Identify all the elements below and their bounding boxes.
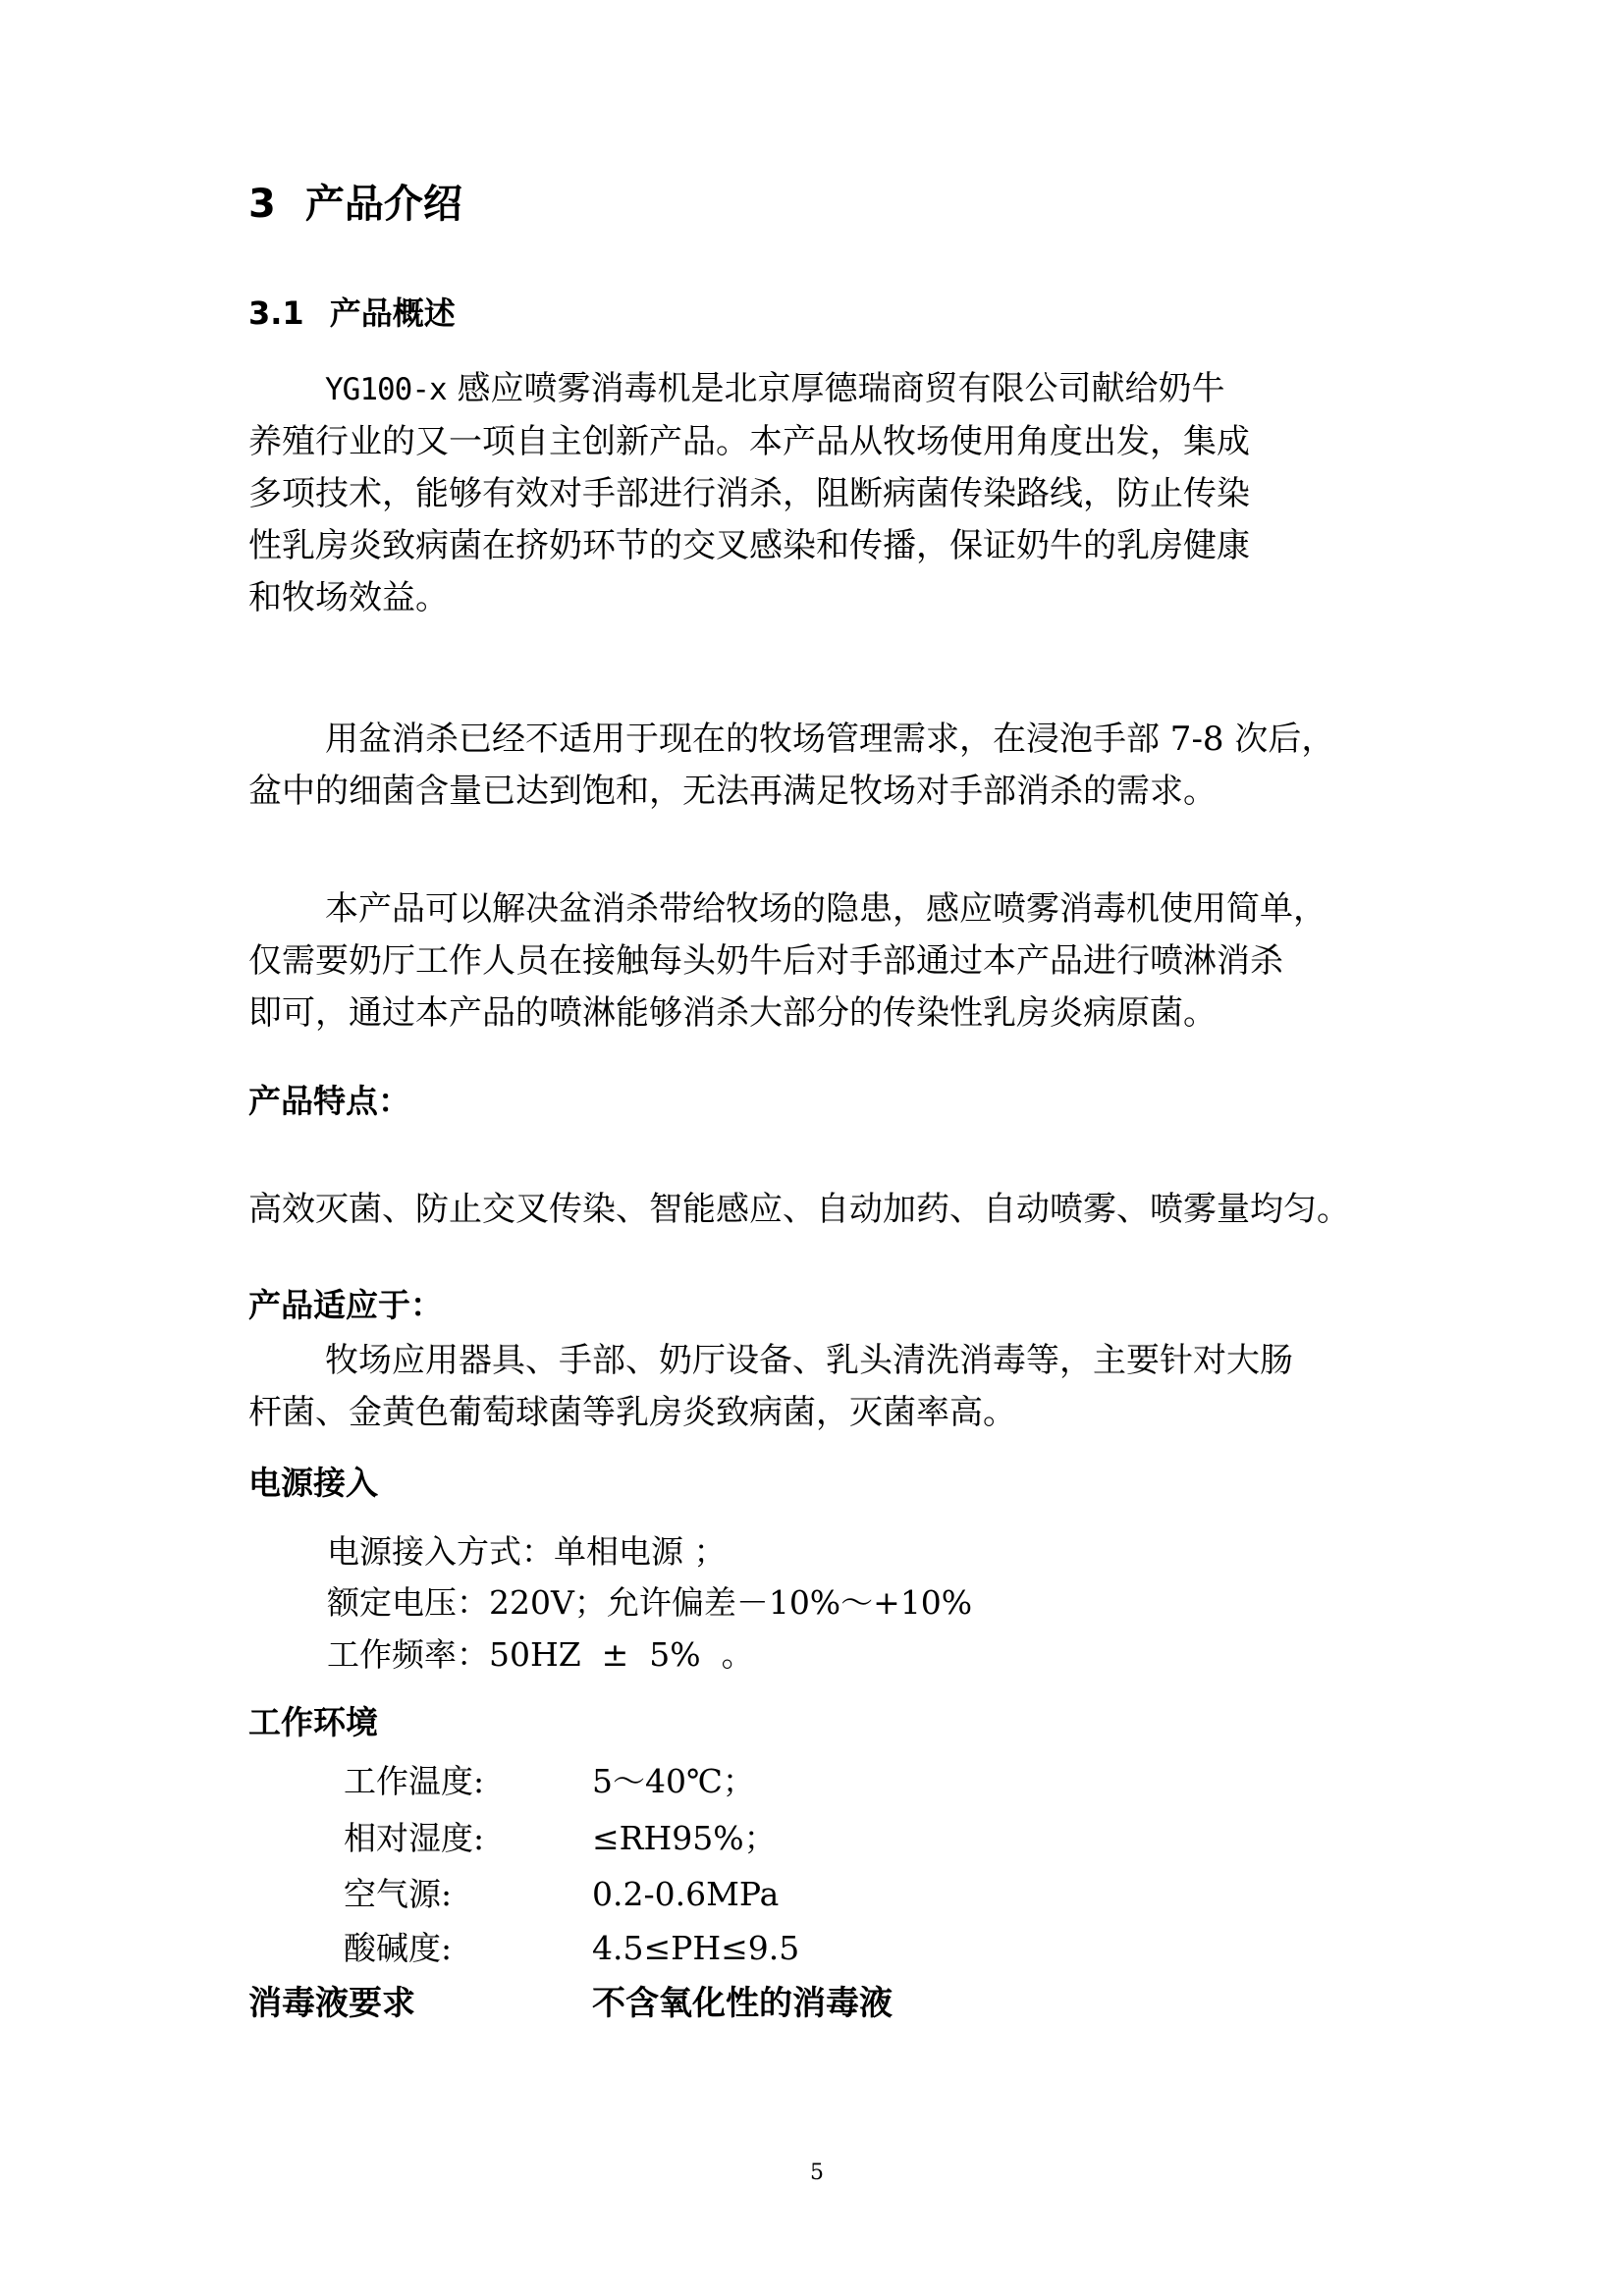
solution-line-2: 仅需要奶厅工作人员在接触每头奶牛后对手部通过本产品进行喷淋消杀 (248, 941, 1283, 981)
power-mode: 电源接入方式：单相电源 ； (327, 1532, 727, 1571)
subsection-title: 产品概述 (329, 294, 456, 332)
intro-line-3: 多项技术，能够有效对手部进行消杀，阻断病菌传染路线，防止传染 (248, 474, 1250, 513)
subsection-number: 3.1 (248, 294, 304, 332)
basin-line-2: 盆中的细菌含量已达到饱和，无法再满足牧场对手部消杀的需求。 (248, 772, 1217, 811)
basin-paragraph (248, 714, 1456, 818)
intro-paragraph (248, 363, 1456, 624)
disinfectant-label: 消毒液要求 (248, 1984, 415, 2023)
page-number: 5 (810, 2161, 824, 2185)
env-value-temperature: 5～40℃； (592, 1762, 755, 1800)
intro-line-4: 性乳房炎致病菌在挤奶环节的交叉感染和传播，保证奶牛的乳房健康 (248, 526, 1250, 565)
features-heading: 产品特点： (248, 1082, 410, 1120)
applicable-line-1: 牧场应用器具、手部、奶厅设备、乳头清洗消毒等，主要针对大肠 (325, 1341, 1293, 1380)
model-name: YG100-x (325, 372, 447, 407)
intro-line-5: 和牧场效益。 (248, 578, 449, 617)
env-label-humidity: 相对湿度: (344, 1819, 485, 1857)
env-label-ph: 酸碱度: (344, 1929, 453, 1967)
disinfectant-value: 不含氧化性的消毒液 (592, 1984, 893, 2023)
section-number: 3 (248, 182, 276, 227)
solution-line-1: 本产品可以解决盆消杀带给牧场的隐患，感应喷雾消毒机使用简单， (325, 889, 1326, 929)
environment-heading: 工作环境 (248, 1703, 378, 1741)
section-title: 产品介绍 (304, 182, 462, 227)
env-value-humidity: ≤RH95%； (592, 1819, 777, 1857)
section-heading (248, 182, 462, 227)
solution-paragraph (248, 883, 1456, 1040)
features-paragraph (248, 1184, 1456, 1236)
power-frequency: 工作频率：50HZ ± 5% 。 (327, 1635, 754, 1674)
applicable-heading: 产品适应于： (248, 1286, 443, 1324)
intro-text-1: 感应喷雾消毒机是北京厚德瑞商贸有限公司献给奶牛 (457, 369, 1225, 408)
subsection-heading (248, 294, 456, 332)
features-text: 高效灭菌、防止交叉传染、智能感应、自动加药、自动喷雾、喷雾量均匀。 (248, 1190, 1350, 1229)
intro-line-1 (248, 363, 1456, 416)
applicable-paragraph (248, 1335, 1456, 1439)
solution-line-3: 即可，通过本产品的喷淋能够消杀大部分的传染性乳房炎病原菌。 (248, 993, 1217, 1033)
applicable-line-2: 杆菌、金黄色葡萄球菌等乳房炎致病菌，灭菌率高。 (248, 1393, 1016, 1432)
env-value-air-source: 0.2-0.6MPa (592, 1875, 780, 1913)
env-value-ph: 4.5≤PH≤9.5 (592, 1929, 800, 1967)
power-voltage: 额定电压：220V；允许偏差－10%～+10% (327, 1583, 973, 1622)
power-heading: 电源接入 (248, 1464, 378, 1502)
basin-line-1: 用盆消杀已经不适用于现在的牧场管理需求，在浸泡手部 7-8 次后， (325, 720, 1335, 759)
env-label-air-source: 空气源: (344, 1875, 453, 1913)
intro-line-2: 养殖行业的又一项自主创新产品。本产品从牧场使用角度出发，集成 (248, 422, 1250, 461)
env-label-temperature: 工作温度: (344, 1762, 485, 1800)
